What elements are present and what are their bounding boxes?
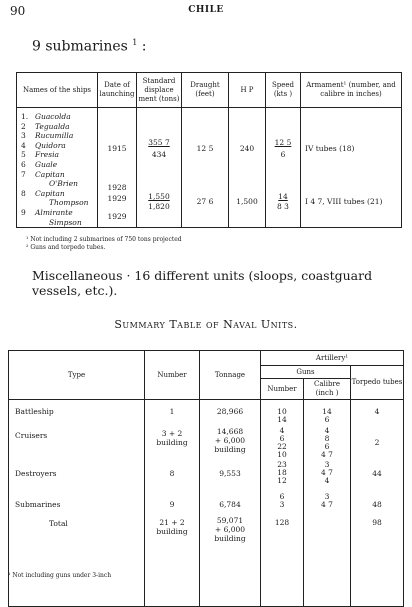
number-battleship: 1 <box>169 407 175 416</box>
ship-num: 7 <box>21 169 26 179</box>
guns-value: 10 <box>277 450 287 459</box>
guns-value: 14 <box>277 415 287 424</box>
miscellaneous-line: Miscellaneous · 16 different units (sloops, coastguard vessels, etc.). <box>32 268 373 298</box>
tonnage-cruisers-building: building <box>214 445 246 454</box>
calibre-value: 3 <box>324 492 330 501</box>
submarines-heading-text: 9 submarines <box>32 38 128 55</box>
col-torpedo: Torpedo tubes <box>351 366 404 400</box>
tonnage-total-plus: + 6,000 <box>214 525 246 534</box>
guns-value: 22 <box>277 442 287 451</box>
col-date: Date of launching <box>98 73 137 108</box>
tonnage-submarines: 6,784 <box>219 500 241 509</box>
ship-num: 8 <box>21 188 26 198</box>
submarines-table <box>16 72 402 228</box>
col-names: Names of the ships <box>17 73 98 108</box>
torpedo-cell <box>351 400 404 607</box>
calibre-value: 8 <box>324 434 330 443</box>
guns-value: 6 <box>279 434 285 443</box>
col-artillery: Artillery¹ <box>261 351 404 366</box>
ship-name: Simpson <box>49 217 82 227</box>
disp-group2-b: 1,820 <box>148 202 170 211</box>
ship-name: O'Brien <box>49 179 78 189</box>
speed-cell <box>266 108 301 228</box>
ship-name: Capitan <box>35 169 65 179</box>
guns-value: 10 <box>277 407 287 416</box>
guns-value: 4 <box>279 426 285 435</box>
disp-group2-a: 1,550 <box>148 192 170 201</box>
summary-header-row-1 <box>9 351 404 366</box>
list-item <box>21 141 97 151</box>
col-calibre: Calibre (inch ) <box>304 379 351 400</box>
calibre-value: 4 <box>324 426 330 435</box>
tonnage-total: 59,071 <box>216 516 244 525</box>
col-number: Number <box>145 351 200 400</box>
calibre-value: 4 7 <box>321 468 333 477</box>
col-displacement: Standard displace ment (tons) <box>137 73 182 108</box>
list-item <box>21 208 97 218</box>
calibre-value: 14 <box>322 407 332 416</box>
list-item <box>21 218 97 228</box>
date-group2-b: 1929 <box>107 194 127 203</box>
number-cruisers: 3 + 2 <box>161 429 183 438</box>
ship-name: Guale <box>35 159 58 169</box>
type-total: Total <box>49 519 68 528</box>
speed-group2-b: 8 3 <box>277 202 289 211</box>
torpedo-submarines: 48 <box>372 500 382 509</box>
number-total: 21 + 2 <box>159 518 185 527</box>
ship-num: 1. <box>21 112 29 121</box>
submarines-table-header <box>17 73 402 108</box>
type-submarines: Submarines <box>15 500 61 509</box>
type-cruisers: Cruisers <box>15 431 48 440</box>
col-gun-number: Number <box>261 379 304 400</box>
col-armament: Armament¹ (number, and calibre in inches) <box>301 73 402 108</box>
list-item <box>21 160 97 170</box>
list-item <box>21 189 97 199</box>
list-item <box>21 150 97 160</box>
armament-group1: IV tubes (18) <box>305 144 355 153</box>
list-item <box>21 122 97 132</box>
calibre-value: 6 <box>324 415 330 424</box>
running-head: CHILE <box>188 5 224 15</box>
type-battleship: Battleship <box>15 407 54 416</box>
number-cell <box>145 400 200 607</box>
type-destroyers: Destroyers <box>15 469 57 478</box>
list-item <box>21 179 97 189</box>
calibre-value: 6 <box>324 442 330 451</box>
ship-name: Fresia <box>35 150 59 160</box>
col-draught: Draught (feet) <box>182 73 229 108</box>
torpedo-battleship: 4 <box>374 407 380 416</box>
draught-group2: 27 6 <box>196 197 214 206</box>
tonnage-cruisers: 14,668 <box>216 427 244 436</box>
guns-value: 6 <box>279 492 285 501</box>
number-cruisers-building: building <box>156 438 188 447</box>
col-type: Type <box>9 351 145 400</box>
footnote-2: ² Guns and torpedo tubes. <box>26 244 106 251</box>
calibre-value: 4 7 <box>321 450 333 459</box>
ship-name: Capitan <box>35 188 65 198</box>
list-item <box>21 170 97 180</box>
col-guns: Guns <box>261 366 351 379</box>
date-cell <box>98 108 137 228</box>
summary-title: Summary Table of Naval Units. <box>114 318 298 331</box>
col-tonnage: Tonnage <box>200 351 261 400</box>
footnote-1: ¹ Not including 2 submarines of 750 tons projected <box>26 236 182 243</box>
guns-total: 128 <box>274 518 290 527</box>
disp-group1-a: 355 7 <box>148 138 170 147</box>
ship-name: Rucumilla <box>35 131 74 141</box>
calibre-cell <box>304 400 351 607</box>
ship-num: 6 <box>21 159 26 169</box>
disp-group1-b: 434 <box>151 150 167 159</box>
list-item <box>21 112 97 122</box>
torpedo-cruisers: 2 <box>374 438 380 447</box>
guns-value: 18 <box>277 468 287 477</box>
torpedo-total: 98 <box>372 518 382 527</box>
summary-table <box>8 350 404 607</box>
list-item <box>21 198 97 208</box>
tonnage-cruisers-plus: + 6,000 <box>214 436 246 445</box>
date-group1: 1915 <box>107 144 127 153</box>
number-destroyers: 8 <box>169 469 175 478</box>
draught-cell <box>182 108 229 228</box>
guns-value: 3 <box>279 500 285 509</box>
ship-name: Tegualda <box>35 121 70 131</box>
torpedo-destroyers: 44 <box>372 469 382 478</box>
ship-num: 2 <box>21 121 26 131</box>
speed-group2-a: 14 <box>278 192 288 201</box>
submarines-heading: 9 submarines $^1$ : <box>32 38 147 55</box>
ship-name: Guacolda <box>35 112 71 121</box>
calibre-value: 3 <box>324 460 330 469</box>
speed-group1-a: 12 5 <box>274 138 292 147</box>
list-item <box>21 131 97 141</box>
tonnage-battleship: 28,966 <box>216 407 244 416</box>
number-total-building: building <box>156 527 188 536</box>
hp-group2: 1,500 <box>236 197 258 206</box>
armament-group2: I 4 7, VIII tubes (21) <box>305 197 383 206</box>
submarines-table-body <box>17 108 402 228</box>
page-number: 90 <box>10 4 26 18</box>
speed-group1-b: 6 <box>280 150 286 159</box>
calibre-value: 4 <box>324 476 330 485</box>
ship-name: Quidora <box>35 140 66 150</box>
guns-value: 12 <box>277 476 287 485</box>
displacement-cell <box>137 108 182 228</box>
date-group2-a: 1928 <box>107 183 127 192</box>
hp-group1: 240 <box>239 144 255 153</box>
armament-cell <box>301 108 402 228</box>
calibre-value: 4 7 <box>321 500 333 509</box>
gun-number-cell <box>261 400 304 607</box>
ship-list <box>17 108 98 228</box>
footnote-3: ¹ Not including guns under 3-inch <box>8 572 112 579</box>
date-group2-c: 1929 <box>107 212 127 221</box>
draught-group1: 12 5 <box>196 144 214 153</box>
hp-cell <box>229 108 266 228</box>
tonnage-cell <box>200 400 261 607</box>
number-submarines: 9 <box>169 500 175 509</box>
ship-num: 4 <box>21 140 26 150</box>
ship-num: 5 <box>21 150 26 160</box>
ship-name: Thompson <box>49 198 89 208</box>
tonnage-total-building: building <box>214 534 246 543</box>
footnotes <box>26 236 182 252</box>
submarines-heading-ref: 1 <box>132 38 138 47</box>
col-speed: Speed (kts ) <box>266 73 301 108</box>
guns-value: 23 <box>277 460 287 469</box>
col-hp: H P <box>229 73 266 108</box>
ship-num: 3 <box>21 131 26 141</box>
ship-name: Almirante <box>35 207 73 217</box>
ship-num: 9 <box>21 207 26 217</box>
tonnage-destroyers: 9,553 <box>219 469 241 478</box>
